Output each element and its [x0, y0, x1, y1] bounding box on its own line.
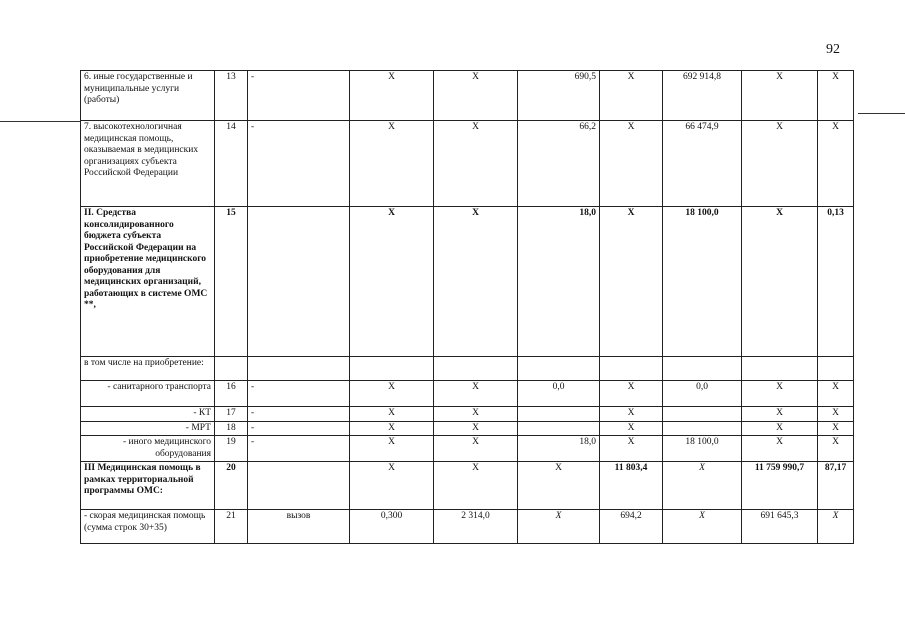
- value-cell: X: [742, 381, 818, 407]
- unit-cell: -: [248, 121, 350, 207]
- value-cell: X: [742, 207, 818, 357]
- value-cell: X: [742, 421, 818, 436]
- value-cell: X: [663, 510, 742, 544]
- value-cell: [742, 357, 818, 381]
- table-row: [81, 121, 854, 207]
- row-name: - скорая медицинская помощь (сумма строк 30+35): [81, 510, 215, 544]
- value-cell: X: [742, 71, 818, 121]
- row-number: 19: [215, 436, 248, 462]
- table-row: [81, 462, 854, 510]
- value-cell: X: [434, 436, 518, 462]
- value-cell: 11 803,4: [600, 462, 663, 510]
- value-cell: X: [742, 436, 818, 462]
- value-cell: [663, 357, 742, 381]
- row-name: II. Средства консолидированного бюджета субъекта Российской Федерации на приобретение медицинского оборудования для медицинских организаций, работающих в системе ОМС **,: [81, 207, 215, 357]
- row-number: 15: [215, 207, 248, 357]
- value-cell: [600, 357, 663, 381]
- value-cell: [350, 357, 434, 381]
- table-row: [81, 510, 854, 544]
- unit-cell: -: [248, 71, 350, 121]
- unit-cell: [248, 207, 350, 357]
- value-cell: X: [518, 462, 600, 510]
- value-cell: [818, 357, 854, 381]
- table-row: [81, 71, 854, 121]
- value-cell: X: [818, 381, 854, 407]
- value-cell: X: [350, 421, 434, 436]
- value-cell: X: [818, 421, 854, 436]
- value-cell: X: [818, 510, 854, 544]
- value-cell: X: [350, 207, 434, 357]
- value-cell: X: [600, 207, 663, 357]
- value-cell: X: [600, 436, 663, 462]
- value-cell: 2 314,0: [434, 510, 518, 544]
- value-cell: X: [434, 121, 518, 207]
- margin-line-left: [0, 121, 80, 122]
- unit-cell: -: [248, 436, 350, 462]
- value-cell: 0,300: [350, 510, 434, 544]
- value-cell: X: [742, 407, 818, 422]
- value-cell: X: [600, 421, 663, 436]
- margin-line-right: [858, 113, 905, 114]
- value-cell: X: [434, 207, 518, 357]
- value-cell: X: [350, 381, 434, 407]
- value-cell: 691 645,3: [742, 510, 818, 544]
- value-cell: [518, 407, 600, 422]
- row-name: - МРТ: [81, 421, 215, 436]
- value-cell: 0,13: [818, 207, 854, 357]
- row-name: - санитарного транспорта: [81, 381, 215, 407]
- value-cell: 694,2: [600, 510, 663, 544]
- value-cell: 11 759 990,7: [742, 462, 818, 510]
- value-cell: 18 100,0: [663, 207, 742, 357]
- unit-cell: вызов: [248, 510, 350, 544]
- value-cell: X: [818, 436, 854, 462]
- value-cell: 66 474,9: [663, 121, 742, 207]
- value-cell: [434, 357, 518, 381]
- row-number: 17: [215, 407, 248, 422]
- unit-cell: -: [248, 421, 350, 436]
- row-number: 14: [215, 121, 248, 207]
- value-cell: 690,5: [518, 71, 600, 121]
- unit-cell: [248, 462, 350, 510]
- table-row: [81, 207, 854, 357]
- value-cell: 0,0: [663, 381, 742, 407]
- value-cell: X: [818, 71, 854, 121]
- value-cell: [518, 421, 600, 436]
- value-cell: X: [663, 462, 742, 510]
- row-number: 16: [215, 381, 248, 407]
- value-cell: [518, 357, 600, 381]
- row-number: 21: [215, 510, 248, 544]
- table-row: [81, 421, 854, 436]
- value-cell: X: [350, 436, 434, 462]
- value-cell: X: [434, 462, 518, 510]
- table-row: [81, 436, 854, 462]
- value-cell: X: [818, 407, 854, 422]
- data-table: [80, 70, 854, 544]
- unit-cell: [248, 357, 350, 381]
- value-cell: X: [818, 121, 854, 207]
- row-number: [215, 357, 248, 381]
- value-cell: X: [434, 407, 518, 422]
- value-cell: [663, 407, 742, 422]
- row-name: 7. высокотехнологичная медицинская помощь, оказываемая в медицинских организациях субъекта Российской Федерации: [81, 121, 215, 207]
- page-number: 92: [826, 42, 840, 57]
- table-row: [81, 357, 854, 381]
- row-number: 13: [215, 71, 248, 121]
- value-cell: 0,0: [518, 381, 600, 407]
- value-cell: X: [434, 71, 518, 121]
- value-cell: X: [350, 71, 434, 121]
- value-cell: [663, 421, 742, 436]
- value-cell: X: [742, 121, 818, 207]
- value-cell: X: [600, 381, 663, 407]
- row-name: III Медицинская помощь в рамках территориальной программы ОМС:: [81, 462, 215, 510]
- value-cell: X: [600, 407, 663, 422]
- value-cell: X: [350, 407, 434, 422]
- row-name: - иного медицинского оборудования: [81, 436, 215, 462]
- value-cell: 18,0: [518, 207, 600, 357]
- unit-cell: -: [248, 407, 350, 422]
- row-number: 18: [215, 421, 248, 436]
- row-number: 20: [215, 462, 248, 510]
- row-name: - КТ: [81, 407, 215, 422]
- table-row: [81, 381, 854, 407]
- row-name: в том числе на приобретение:: [81, 357, 215, 381]
- value-cell: 87,17: [818, 462, 854, 510]
- value-cell: X: [350, 121, 434, 207]
- value-cell: X: [518, 510, 600, 544]
- table-row: [81, 407, 854, 422]
- row-name: 6. иные государственные и муниципальные услуги (работы): [81, 71, 215, 121]
- value-cell: 18,0: [518, 436, 600, 462]
- value-cell: 692 914,8: [663, 71, 742, 121]
- value-cell: X: [434, 421, 518, 436]
- unit-cell: -: [248, 381, 350, 407]
- value-cell: X: [434, 381, 518, 407]
- value-cell: 18 100,0: [663, 436, 742, 462]
- value-cell: 66,2: [518, 121, 600, 207]
- value-cell: X: [350, 462, 434, 510]
- value-cell: X: [600, 121, 663, 207]
- value-cell: X: [600, 71, 663, 121]
